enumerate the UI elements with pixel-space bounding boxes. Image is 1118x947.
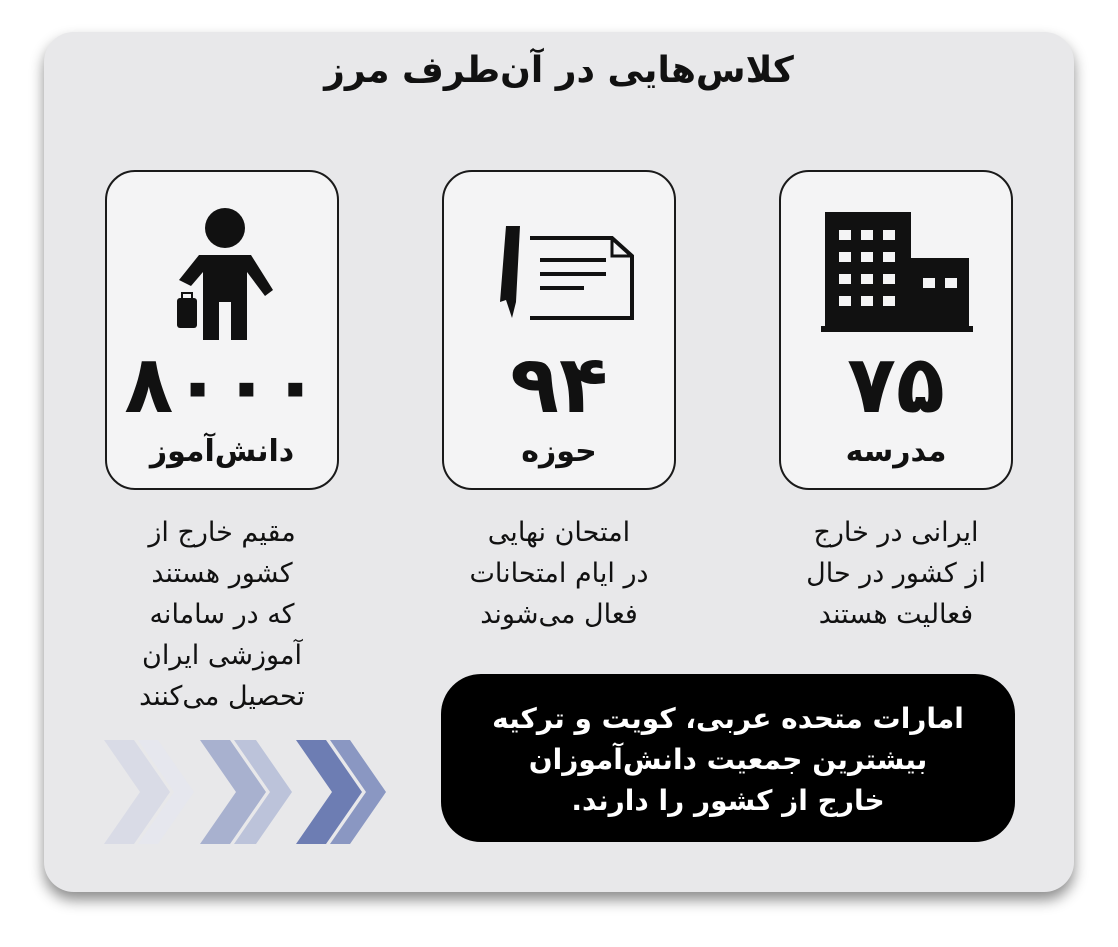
banner-line: خارج از کشور را دارند. <box>571 784 885 817</box>
card-students <box>105 170 339 490</box>
chevron-arrows-icon <box>100 740 400 844</box>
desc-line: تحصیل می‌کنند <box>139 681 305 712</box>
highlight-banner <box>441 674 1015 842</box>
students-label: دانش‌آموز <box>149 434 295 469</box>
desc-line: فعالیت هستند <box>818 599 974 630</box>
students-count: ۸۰۰۰ <box>124 338 320 431</box>
card-schools <box>779 170 1013 490</box>
banner-text <box>441 698 1015 821</box>
desc-line: فعال می‌شوند <box>480 599 638 630</box>
desc-line: ایرانی در خارج <box>813 517 979 548</box>
exam-centers-label: حوزه <box>521 434 597 469</box>
student-with-briefcase-icon <box>107 190 337 340</box>
infographic-title: کلاس‌هایی در آن‌طرف مرز <box>324 50 794 91</box>
card-exam-centers <box>442 170 676 490</box>
desc-line: امتحان نهایی <box>487 517 631 548</box>
banner-line: امارات متحده عربی، کویت و ترکیه <box>492 702 964 735</box>
pen-and-paper-icon <box>444 190 674 340</box>
exam-centers-count: ۹۴ <box>510 338 608 431</box>
students-description <box>97 512 347 717</box>
desc-line: که در سامانه <box>149 599 295 630</box>
schools-description <box>771 512 1021 635</box>
schools-label: مدرسه <box>845 434 947 469</box>
desc-line: در ایام امتحانات <box>469 558 649 589</box>
desc-line: مقیم خارج از <box>148 517 296 548</box>
banner-line: بیشترین جمعیت دانش‌آموزان <box>528 743 928 776</box>
schools-count: ۷۵ <box>847 338 945 431</box>
desc-line: کشور هستند <box>151 558 293 589</box>
building-icon <box>781 190 1011 340</box>
exam-centers-description <box>434 512 684 635</box>
desc-line: از کشور در حال <box>806 558 986 589</box>
desc-line: آموزشی ایران <box>142 640 302 671</box>
